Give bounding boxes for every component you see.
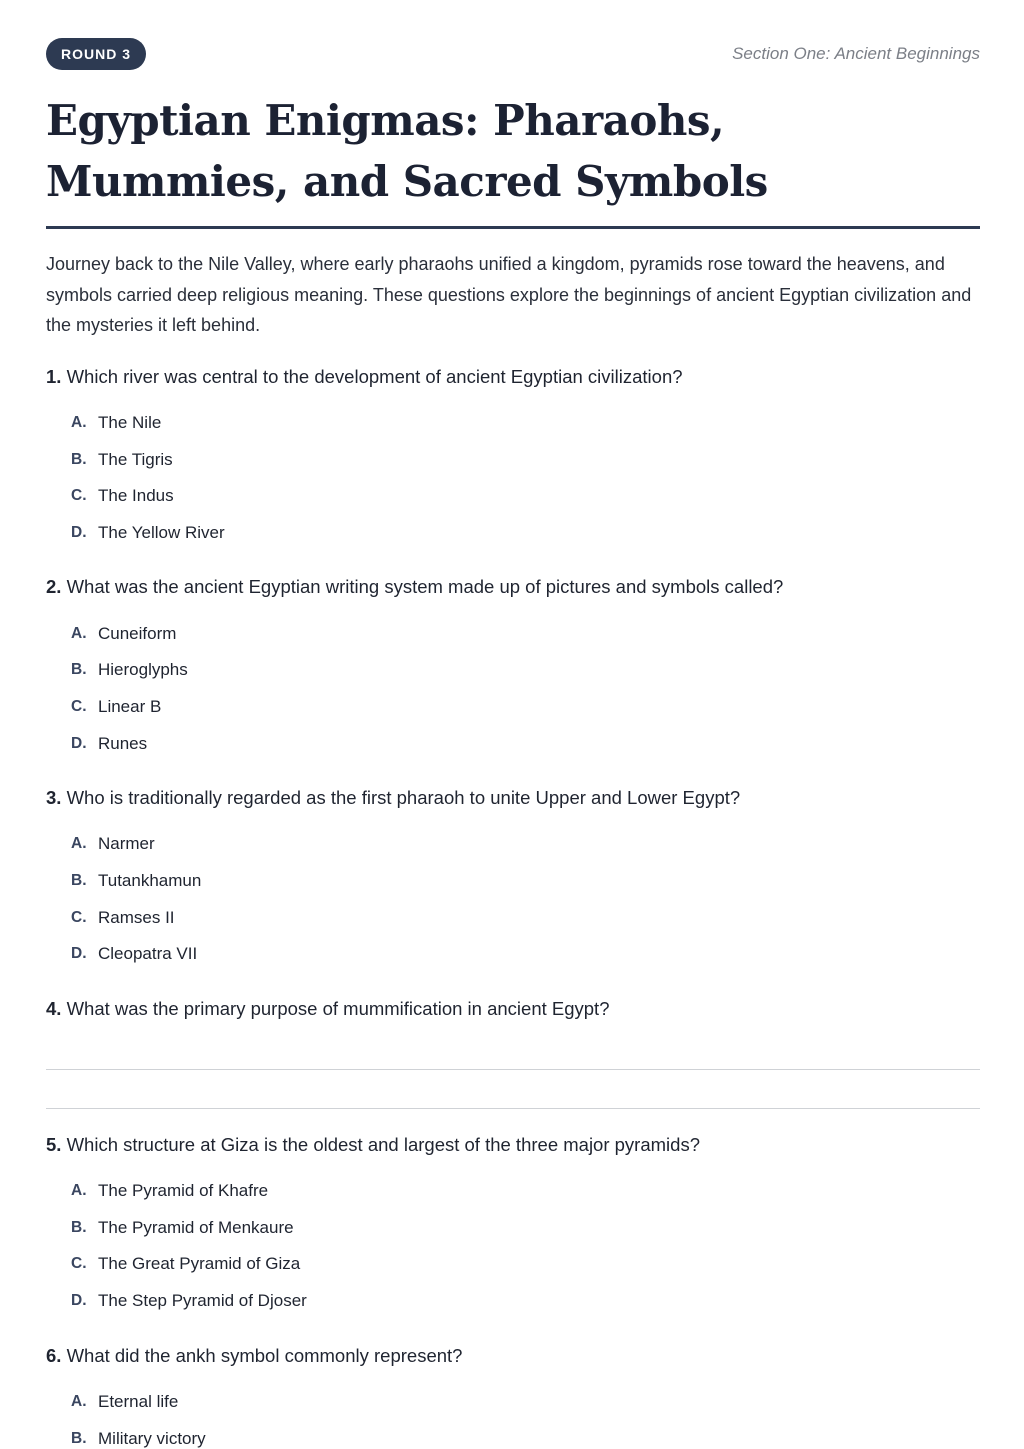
option-text: Eternal life bbox=[98, 1391, 179, 1411]
option-text: Runes bbox=[98, 733, 148, 753]
option-b[interactable] bbox=[71, 1209, 980, 1246]
option-a[interactable] bbox=[71, 1173, 980, 1210]
option-d[interactable] bbox=[71, 936, 980, 973]
answer-line bbox=[46, 1108, 980, 1109]
title-divider bbox=[46, 226, 980, 229]
question-3 bbox=[46, 784, 980, 812]
section-label: Section One: Ancient Beginnings bbox=[732, 44, 980, 63]
option-letter: A. bbox=[71, 624, 87, 642]
question-number: 6. bbox=[46, 1344, 62, 1366]
question-number: 4. bbox=[46, 997, 62, 1019]
option-text: Tutankhamun bbox=[98, 871, 202, 891]
option-letter: B. bbox=[71, 872, 87, 890]
option-c[interactable] bbox=[71, 899, 980, 936]
option-letter: B. bbox=[71, 661, 87, 679]
option-a[interactable] bbox=[71, 615, 980, 652]
option-letter: B. bbox=[71, 1218, 87, 1236]
question-text: What was the primary purpose of mummification in ancient Egypt? bbox=[66, 997, 610, 1019]
option-letter: A. bbox=[71, 413, 87, 431]
option-d[interactable] bbox=[71, 725, 980, 762]
option-letter: A. bbox=[71, 1392, 87, 1410]
option-text: Cuneiform bbox=[98, 623, 177, 643]
answer-line bbox=[46, 1069, 980, 1070]
option-d[interactable] bbox=[71, 1283, 980, 1320]
option-letter: C. bbox=[71, 1255, 87, 1273]
option-d[interactable] bbox=[71, 515, 980, 552]
option-b[interactable] bbox=[71, 652, 980, 689]
question-text: Who is traditionally regarded as the first pharaoh to unite Upper and Lower Egypt? bbox=[66, 787, 741, 808]
option-text: The Great Pyramid of Giza bbox=[98, 1254, 301, 1274]
option-letter: D. bbox=[71, 945, 87, 963]
option-a[interactable] bbox=[71, 1384, 980, 1421]
question-text: What was the ancient Egyptian writing system made up of pictures and symbols called? bbox=[66, 576, 784, 598]
option-letter: D. bbox=[71, 1292, 87, 1310]
option-letter: A. bbox=[71, 1182, 87, 1200]
question-text: Which structure at Giza is the oldest and largest of the three major pyramids? bbox=[66, 1133, 700, 1155]
option-text: The Indus bbox=[98, 486, 174, 506]
option-a[interactable] bbox=[71, 826, 980, 863]
option-letter: C. bbox=[71, 487, 87, 505]
options-list bbox=[46, 615, 980, 762]
option-text: Ramses II bbox=[98, 907, 175, 927]
options-list bbox=[46, 826, 980, 973]
question-number: 3. bbox=[46, 787, 62, 808]
options-list bbox=[46, 405, 980, 552]
option-text: Narmer bbox=[98, 834, 155, 854]
option-text: Military victory bbox=[98, 1428, 206, 1448]
option-text: The Step Pyramid of Djoser bbox=[98, 1291, 307, 1311]
option-b[interactable] bbox=[71, 863, 980, 900]
answer-area[interactable] bbox=[46, 1069, 980, 1109]
question-text: What did the ankh symbol commonly represent? bbox=[66, 1344, 463, 1366]
option-letter: C. bbox=[71, 908, 87, 926]
question-2 bbox=[46, 573, 980, 601]
option-text: The Tigris bbox=[98, 449, 173, 469]
question-text: Which river was central to the development of ancient Egyptian civilization? bbox=[66, 365, 683, 387]
intro-paragraph: Journey back to the Nile Valley, where early pharaohs unified a kingdom, pyramids rose toward the heavens, and symbols carried deep religious meaning. These questions explore the beginnings of ancient Egyptian civilization and the mysteries it left behind. bbox=[46, 254, 972, 335]
round-badge: ROUND 3 bbox=[46, 38, 146, 70]
option-letter: B. bbox=[71, 450, 87, 468]
question-5 bbox=[46, 1131, 980, 1159]
question-6 bbox=[46, 1342, 980, 1370]
option-letter: D. bbox=[71, 523, 87, 541]
header-row bbox=[46, 38, 980, 70]
option-c[interactable] bbox=[71, 478, 980, 515]
option-b[interactable] bbox=[71, 1420, 980, 1449]
question-4 bbox=[46, 995, 980, 1023]
option-c[interactable] bbox=[71, 1246, 980, 1283]
option-text: The Pyramid of Khafre bbox=[98, 1181, 269, 1201]
option-text: The Pyramid of Menkaure bbox=[98, 1217, 294, 1237]
option-letter: C. bbox=[71, 697, 87, 715]
question-number: 1. bbox=[46, 365, 62, 387]
option-text: Hieroglyphs bbox=[98, 660, 188, 680]
options-list bbox=[46, 1384, 980, 1449]
question-1 bbox=[46, 363, 980, 391]
option-a[interactable] bbox=[71, 405, 980, 442]
option-c[interactable] bbox=[71, 689, 980, 726]
page-title: Egyptian Enigmas: Pharaohs, Mummies, and Sacred Symbols bbox=[46, 96, 768, 206]
question-number: 5. bbox=[46, 1133, 62, 1155]
option-text: The Yellow River bbox=[98, 522, 225, 542]
option-text: Linear B bbox=[98, 696, 162, 716]
option-b[interactable] bbox=[71, 441, 980, 478]
option-letter: A. bbox=[71, 835, 87, 853]
option-letter: D. bbox=[71, 734, 87, 752]
question-number: 2. bbox=[46, 576, 62, 598]
option-text: Cleopatra VII bbox=[98, 944, 198, 964]
option-text: The Nile bbox=[98, 412, 162, 432]
option-letter: B. bbox=[71, 1429, 87, 1447]
options-list bbox=[46, 1173, 980, 1320]
